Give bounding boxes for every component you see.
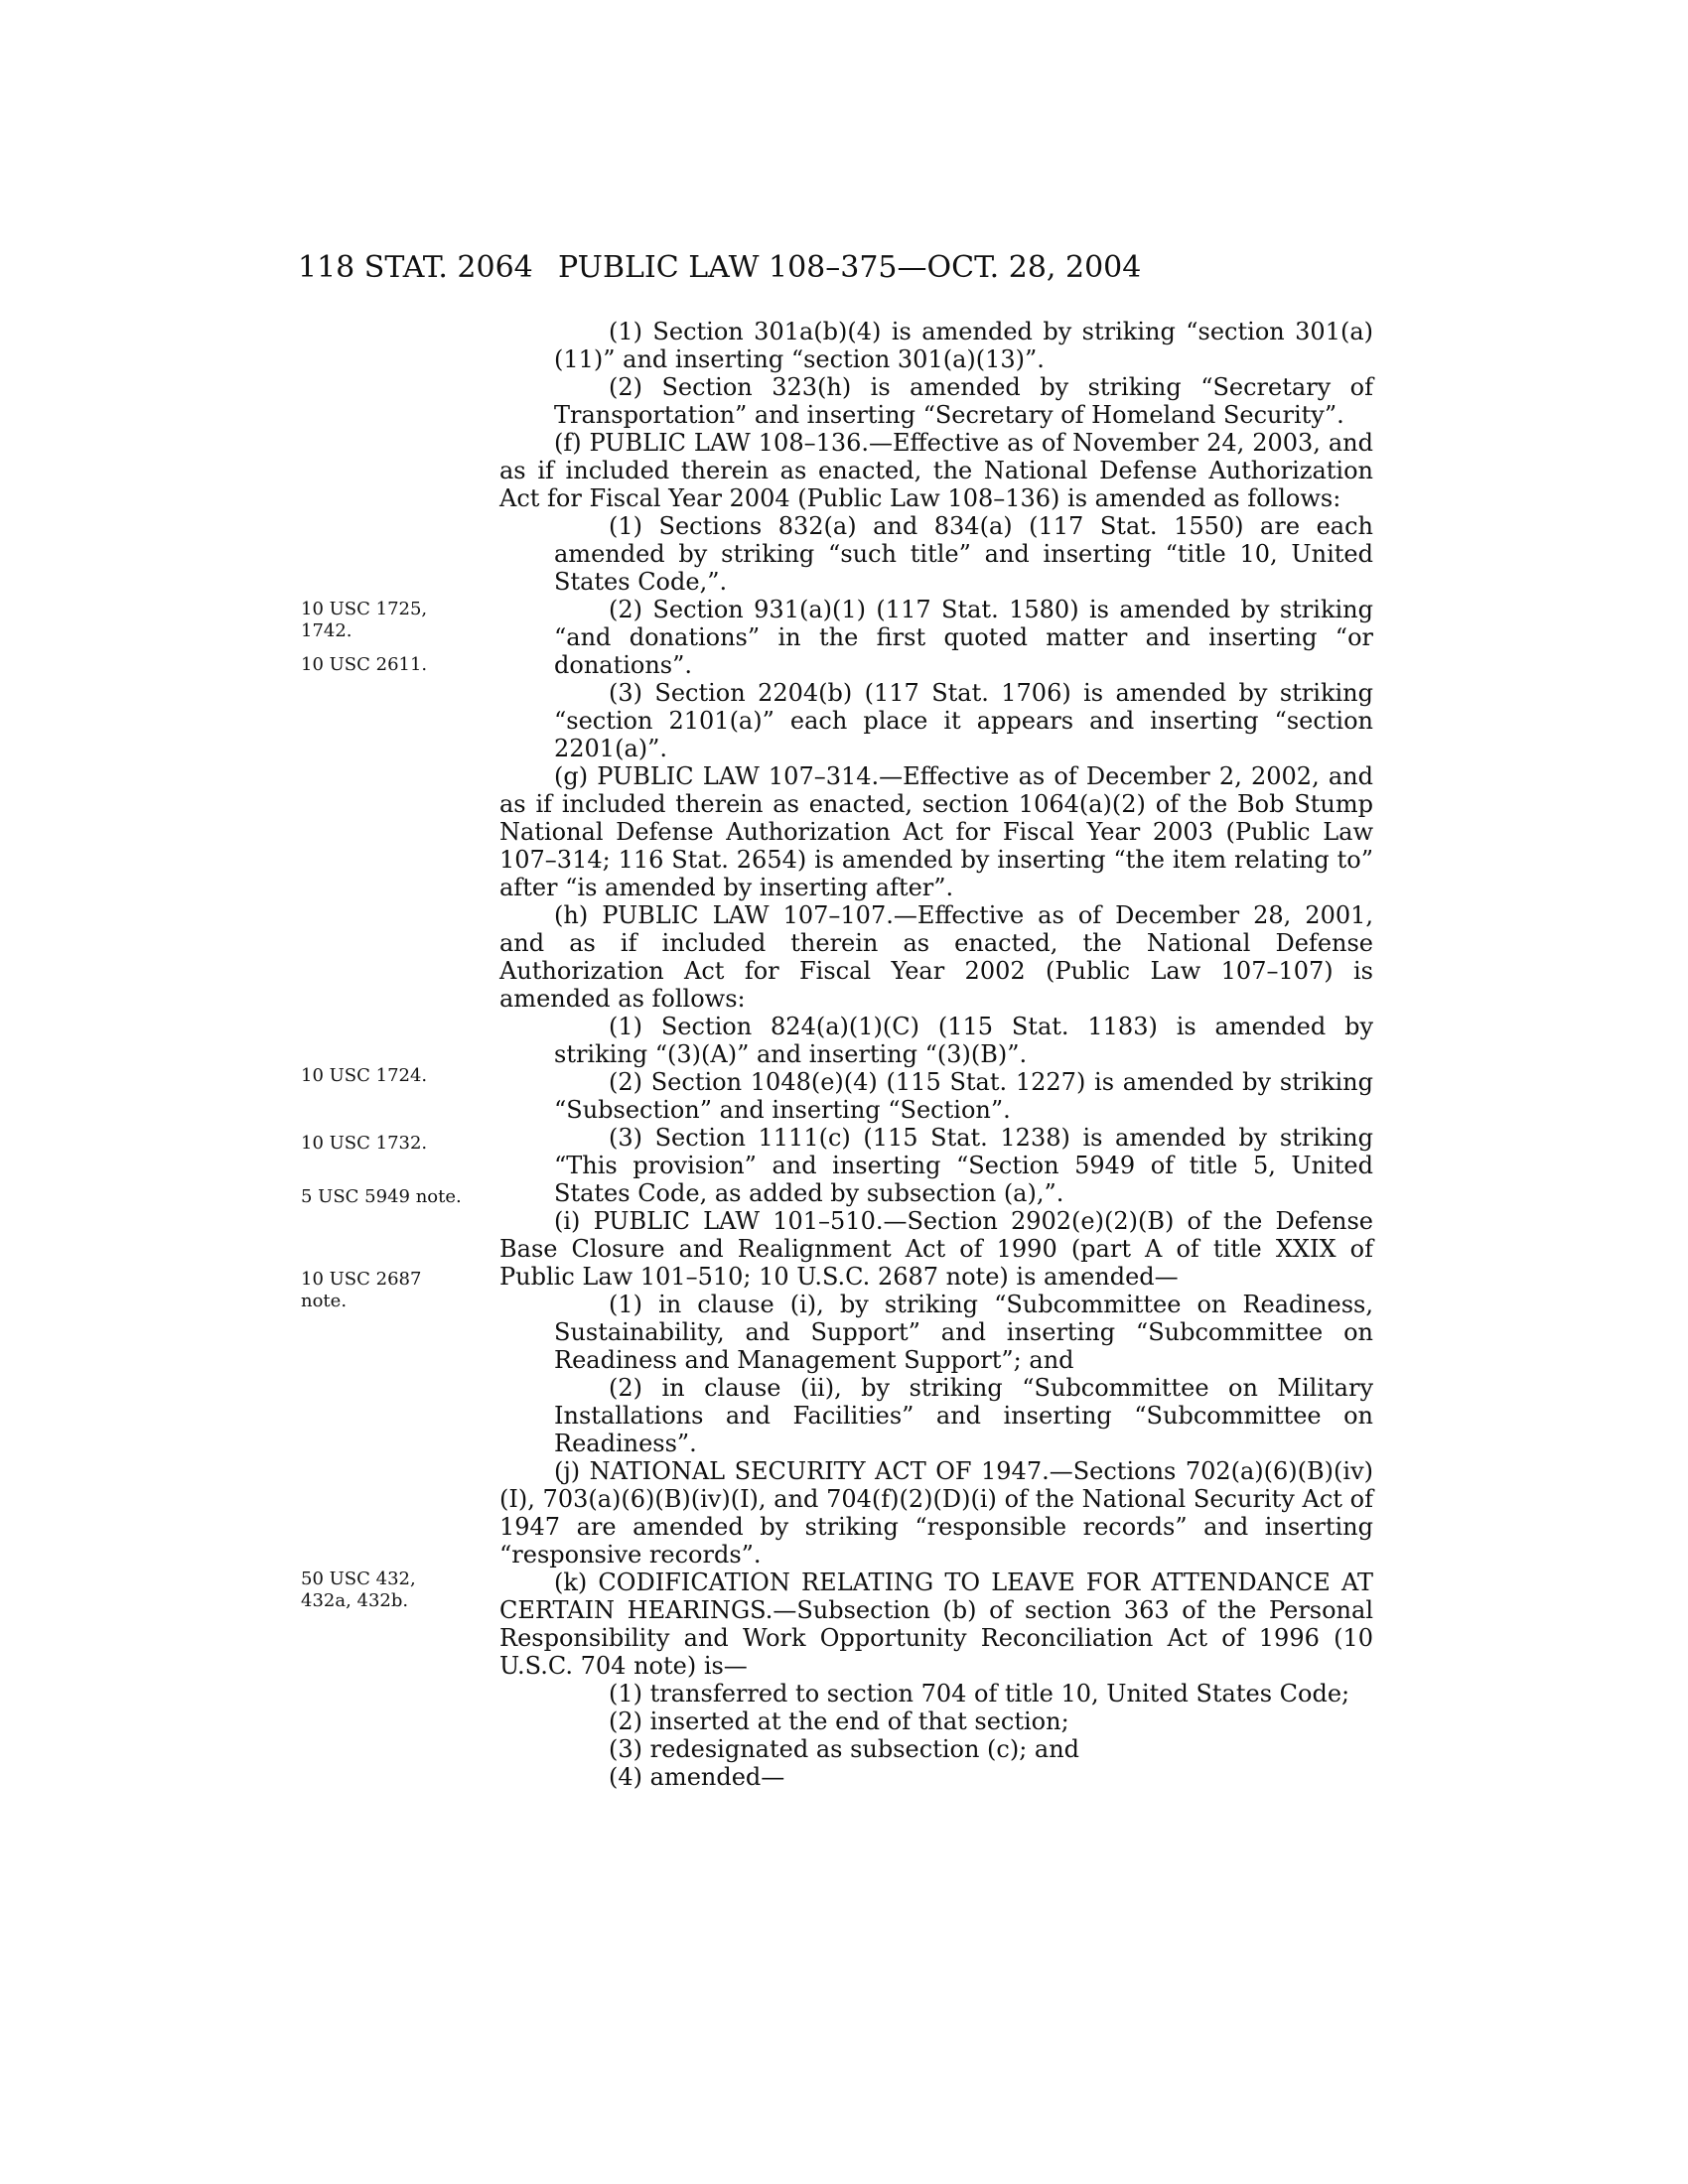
margin-note [301,654,480,676]
paragraph: (3) Section 2204(b) (117 Stat. 1706) is amended by striking “section 2101(a)” each place it appears and inserting “section 2201(a)”. [554,679,1373,762]
statute-body [499,318,1373,1791]
margin-note-line: 5 USC 5949 note. [301,1186,462,1207]
paragraph: (j) NATIONAL SECURITY ACT OF 1947.—Sections 702(a)(6)(B)(iv)(I), 703(a)(6)(B)(iv)(I), and 704(f)(2)(D)(i) of the National Security Act of 1947 are amended by striking “responsible records” and inserting “responsive records”. [499,1457,1373,1569]
margin-note-line: 50 USC 432, [301,1569,416,1589]
paragraph: (h) PUBLIC LAW 107–107.—Effective as of December 28, 2001, and as if included therein as enacted, the National Defense Authorization Act for Fiscal Year 2002 (Public Law 107–107) is amended as follows: [499,901,1373,1013]
page-header [0,248,1688,288]
margin-note [301,1133,480,1155]
paragraph: (1) in clause (i), by striking “Subcommittee on Readiness, Sustainability, and Support” and inserting “Subcommittee on Readiness and Management Support”; and [554,1291,1373,1374]
paragraph: (2) inserted at the end of that section; [609,1707,1069,1735]
paragraph: (4) amended— [609,1763,785,1791]
statute-page-number: 118 STAT. 2064 [298,250,533,285]
paragraph: (k) CODIFICATION RELATING TO LEAVE FOR ATTENDANCE AT CERTAIN HEARINGS.—Subsection (b) of section 363 of the Personal Responsibility and Work Opportunity Reconciliation Act of 1996 (10 U.S.C. 704 note) is— [499,1569,1373,1680]
margin-note-line: 10 USC 2687 [301,1269,422,1290]
paragraph: (1) Section 301a(b)(4) is amended by striking “section 301(a)(11)” and inserting “section 301(a)(13)”. [554,318,1373,373]
margin-note-line: 10 USC 1725, [301,599,428,619]
margin-note-line: 1742. [301,620,352,641]
margin-note [301,1065,480,1087]
paragraph: (1) transferred to section 704 of title 10, United States Code; [609,1680,1350,1707]
paragraph: (2) Section 323(h) is amended by striking “Secretary of Transportation” and inserting “Secretary of Homeland Security”. [554,373,1373,429]
margin-note [301,1569,480,1612]
paragraph: (f) PUBLIC LAW 108–136.—Effective as of November 24, 2003, and as if included therein as enacted, the National Defense Authorization Act for Fiscal Year 2004 (Public Law 108–136) is amended as follows: [499,429,1373,512]
margin-note [301,1186,480,1208]
paragraph: (1) Sections 832(a) and 834(a) (117 Stat. 1550) are each amended by striking “such title” and inserting “title 10, United States Code,”. [554,512,1373,596]
paragraph: (3) Section 1111(c) (115 Stat. 1238) is amended by striking “This provision” and inserting “Section 5949 of title 5, United States Code, as added by subsection (a),”. [554,1124,1373,1207]
paragraph: (3) redesignated as subsection (c); and [609,1735,1080,1763]
margin-note-line: 10 USC 2611. [301,654,428,675]
margin-note [301,1269,480,1312]
margin-note-line: 10 USC 1724. [301,1065,428,1086]
margin-note [301,599,480,642]
paragraph: (i) PUBLIC LAW 101–510.—Section 2902(e)(2)(B) of the Defense Base Closure and Realignment Act of 1990 (part A of title XXIX of Public Law 101–510; 10 U.S.C. 2687 note) is amended— [499,1207,1373,1291]
margin-note-line: 10 USC 1732. [301,1133,428,1154]
paragraph: (2) in clause (ii), by striking “Subcommittee on Military Installations and Facilities” and inserting “Subcommittee on Readiness”. [554,1374,1373,1457]
margin-note-line: note. [301,1291,348,1311]
margin-note-line: 432a, 432b. [301,1590,409,1611]
paragraph: (2) Section 1048(e)(4) (115 Stat. 1227) is amended by striking “Subsection” and inserting “Section”. [554,1068,1373,1124]
paragraph: (2) Section 931(a)(1) (117 Stat. 1580) is amended by striking “and donations” in the first quoted matter and inserting “or donations”. [554,596,1373,679]
paragraph: (1) Section 824(a)(1)(C) (115 Stat. 1183) is amended by striking “(3)(A)” and inserting “(3)(B)”. [554,1013,1373,1068]
paragraph: (g) PUBLIC LAW 107–314.—Effective as of December 2, 2002, and as if included therein as enacted, section 1064(a)(2) of the Bob Stump National Defense Authorization Act for Fiscal Year 2003 (Public Law 107–314; 116 Stat. 2654) is amended by inserting “the item relating to” after “is amended by inserting after”. [499,762,1373,901]
running-title: PUBLIC LAW 108–375—OCT. 28, 2004 [558,250,1142,285]
